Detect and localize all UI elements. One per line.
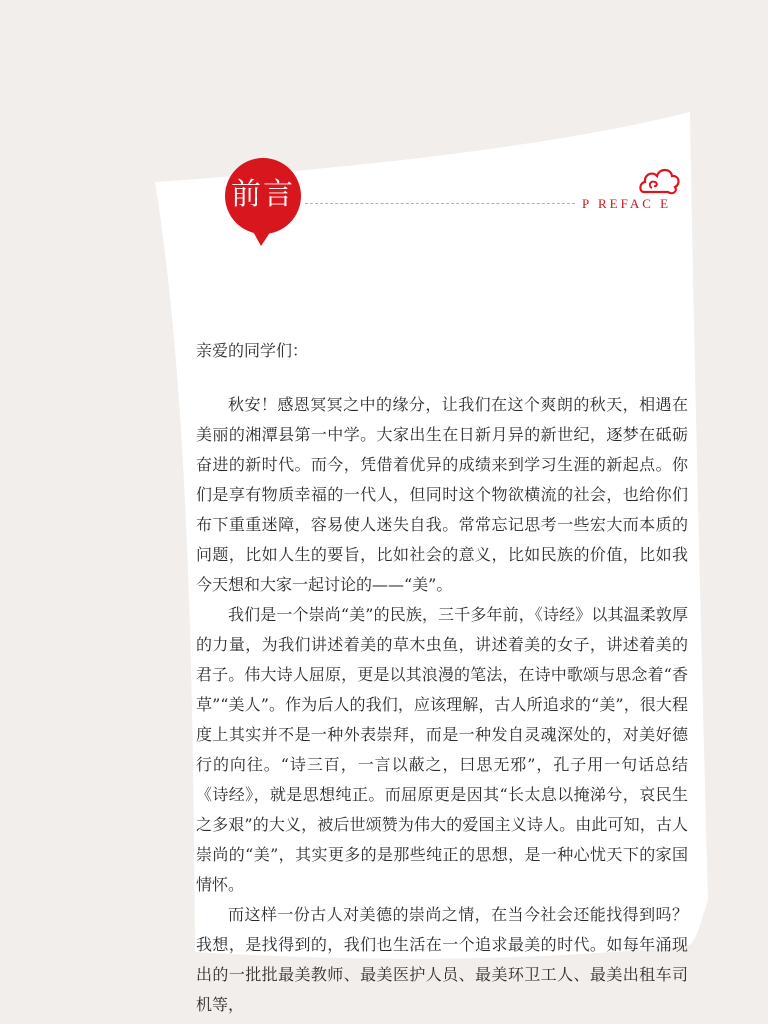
letter-body (196, 336, 688, 1020)
cloud-swirl-icon (638, 164, 682, 198)
preface-subtitle: P REFAC E (582, 196, 672, 211)
header-divider (305, 203, 575, 204)
paragraph: 我们是一个崇尚“美”的民族，三千多年前，《诗经》以其温柔敦厚的力量，为我们讲述着美的草木虫鱼，讲述着美的女子，讲述着美的君子。伟大诗人屈原，更是以其浪漫的笔法，在诗中歌颂与思念着“香草”“美人”。作为后人的我们，应该理解，古人所追求的“美”，很大程度上其实并不是一种外表崇拜，而是一种发自灵魂深处的，对美好德行的向往。“诗三百，一言以蔽之，曰思无邪”，孔子用一句话总结《诗经》，就是思想纯正。而屈原更是因其“长太息以掩涕兮，哀民生之多艰”的大义，被后世颂赞为伟大的爱国主义诗人。由此可知，古人崇尚的“美”，其实更多的是那些纯正的思想，是一种心忧天下的家国情怀。 (196, 605, 688, 894)
paragraph: 秋安！感恩冥冥之中的缘分，让我们在这个爽朗的秋天，相遇在美丽的湘潭县第一中学。大家出生在日新月异的新世纪，逐梦在砥砺奋进的新时代。而今，凭借着优异的成绩来到学习生涯的新起点。你们是享有物质幸福的一代人，但同时这个物欲横流的社会，也给你们布下重重迷障，容易使人迷失自我。常常忘记思考一些宏大而本质的问题，比如人生的要旨，比如社会的意义，比如民族的价值，比如我今天想和大家一起讨论的——“美”。 (196, 395, 688, 594)
salutation: 亲爱的同学们： (196, 341, 309, 360)
paragraph: 而这样一份古人对美德的崇尚之情，在当今社会还能找得到吗？我想，是找得到的，我们也生活在一个追求最美的时代。如每年涌现出的一批批最美教师、最美医护人员、最美环卫工人、最美出租车司机等， (196, 905, 688, 1014)
preface-title: 前言 (231, 177, 295, 212)
